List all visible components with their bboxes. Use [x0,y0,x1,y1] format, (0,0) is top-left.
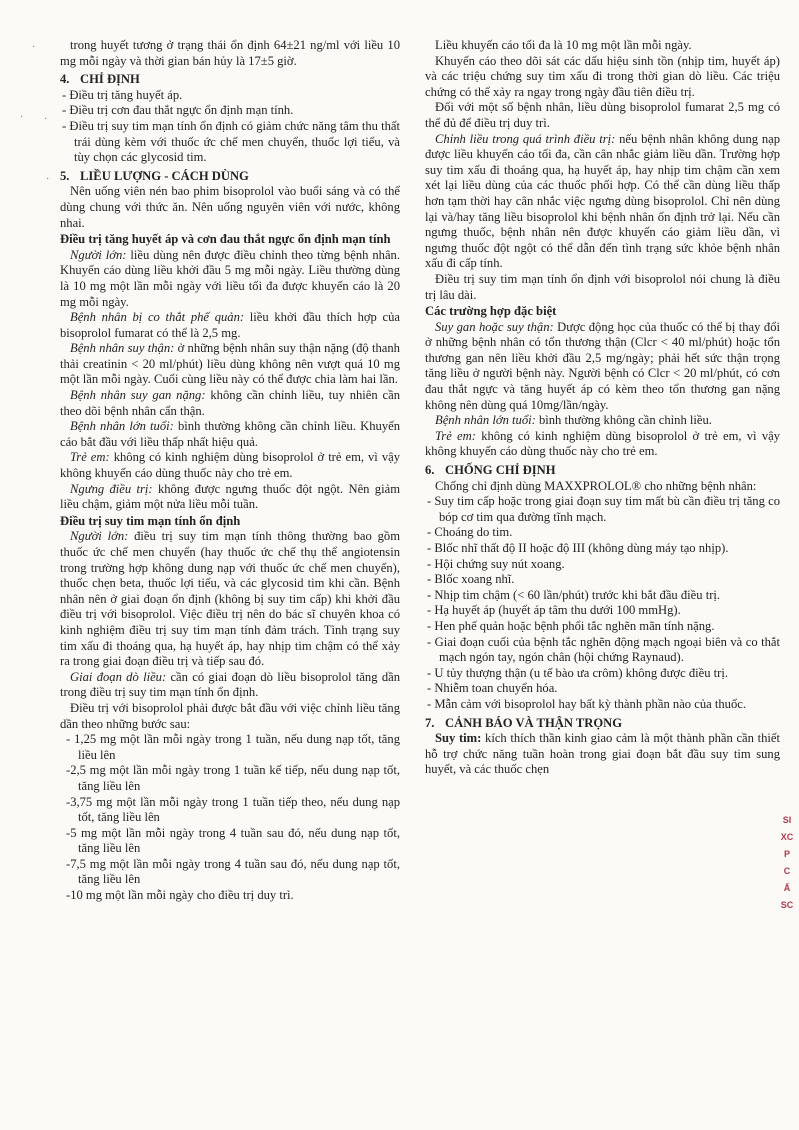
list-item: -5 mg một lần mỗi ngày trong 4 tuần sau đó, nếu dung nạp tốt, tăng liều lên [66,825,400,856]
section-title: CHỐNG CHỈ ĐỊNH [445,463,556,478]
paragraph-text: Dược động học của thuốc có thể bị thay đổi ở những bệnh nhân có tổn thương thận (Clcr < 40 ml/phút) hoặc tổn thương gan nên liều khởi đầu 2,5 mg/ngày; phải hết sức thận trọng tăng liều ở người bệnh này. Người bệnh có Clcr < 20 ml/phút, có cơn đau thắt ngực và tăng huyết áp có kèm theo tổn thương gan nặng không nên dùng quá 10mg/lần/ngày. [425,319,780,412]
section-heading [425,716,780,732]
paragraph-text: kích thích thần kinh giao cảm là một thành phần cần thiết hỗ trợ chức năng tuần hoàn trong giai đoạn bắt đầu suy tim sung huyết, và các thuốc chẹn [425,731,780,777]
paragraph: Chống chỉ định dùng MAXXPROLOL® cho những bệnh nhân: [435,478,757,493]
list-item: - Blốc nhĩ thất độ II hoặc độ III (không dùng máy tạo nhịp). [427,541,729,555]
paragraph [60,310,400,341]
paragraph-lead: Bệnh nhân suy gan nặng: [70,388,206,403]
paragraph-lead: Người lớn: [70,529,129,544]
paragraph [60,388,400,419]
paragraph-text: điều trị suy tim mạn tính thông thường bao gồm thuốc ức chế men chuyển (hay thuốc ức chế thụ thể angiotensin trong trường hợp không dung nạp với thuốc ức chế men chuyển), thuốc chẹn beta, thuốc lợi tiểu, và các glycosid tim khi cần. Bệnh nhân nên ở giai đoạn ổn định (không bị suy tim cấp) khi khởi đầu điều trị với bisoprolol. Việc điều trị nên do bác sĩ chuyên khoa có kinh nghiệm điều trị suy tim mạn tính đảm trách. Tình trạng suy tim xấu đi thoáng qua, hạ huyết áp, hay nhịp tim chậm có thể xảy ra trong giai đoạn điều trị và tiếp sau đó. [60,529,400,669]
paragraph: Điều trị suy tim mạn tính ổn định với bisoprolol nói chung là điều trị lâu dài. [425,271,780,302]
paragraph-text: liều dùng nên được điều chỉnh theo từng bệnh nhân. Khuyến cáo dùng liều khởi đầu 5 mg mỗi ngày. Liều thường dùng là 10 mg một lần mỗi ngày với liều tối đa được khuyến cáo là 20 mg mỗi ngày. [60,247,400,309]
paragraph-lead: Chỉnh liều trong quá trình điều trị: [435,131,616,146]
paragraph-text: cần có giai đoạn dò liều bisoprolol tăng dần trong điều trị suy tim mạn tính ổn định. [60,669,400,700]
paragraph-text: không có kinh nghiệm dùng bisoprolol ở trẻ em, vì vậy không khuyến cáo dùng thuốc này cho trẻ em. [60,450,400,481]
paragraph-lead: Bệnh nhân lớn tuổi: [70,419,174,434]
list-item: - Mẫn cảm với bisoprolol hay bất kỳ thành phần nào của thuốc. [427,696,746,711]
paragraph-text: bình thường không cần chỉnh liều. Khuyến cáo bắt đầu với liều thấp nhất hiệu quả. [60,419,400,449]
list-item: - Nhiễm toan chuyển hóa. [427,681,558,696]
paragraph-text: không được ngưng thuốc đột ngột. Nên giảm liều chậm, giảm một nửa liều mỗi tuần. [60,481,400,512]
paragraph-text: nếu bệnh nhân không dung nạp được liều khuyến cáo tối đa, cần cân nhắc giảm liều dần. Trường hợp suy tim xấu đi thoáng qua, hạ huyết áp, hay nhịp tim chậm cần xem xét lại liều dùng của các thuốc phối hợp. Có thể cần dùng liều thấp hơn tạm thời hay cân nhắc việc ngưng dùng bisoprolol. Chỉ nên dùng lại và/hay tăng liều bisoprolol khi bệnh nhân ổn định trở lại. Nếu cần ngưng thuốc, bệnh nhân nên được khuyến cáo giảm liều dần, vì ngưng thuốc đột ngột có thể dẫn đến tình trạng sức khỏe bệnh nhân xấu đi cấp tính. [425,131,780,271]
paragraph: Khuyến cáo theo dõi sát các dấu hiệu sinh tồn (nhịp tim, huyết áp) và các triệu chứng suy tim xấu đi trong thời gian dò liều. Các triệu chứng có thể xảy ra ngay trong ngày đầu tiên điều trị. [425,53,780,99]
paragraph-lead: Bệnh nhân suy thận: [70,341,175,356]
scan-mark: · [32,42,36,53]
paragraph [60,450,400,481]
paragraph-lead: Trẻ em: [435,428,476,443]
list-item: - Nhịp tim chậm (< 60 lần/phút) trước khi bắt đầu điều trị. [427,587,721,602]
paragraph-text: không có kinh nghiệm dùng bisoprolol ở trẻ em, vì vậy không khuyến cáo dùng thuốc này cho trẻ em. [425,428,780,459]
stamp-letter: SI [782,815,792,825]
paragraph [425,132,780,272]
list-item: - Điều trị cơn đau thắt ngực ổn định mạn tính. [62,103,294,118]
paragraph [60,529,400,669]
paragraph-lead: Trẻ em: [70,450,110,465]
list-item: - Choáng do tim. [427,525,513,540]
paragraph: Đối với một số bệnh nhân, liều dùng bisoprolol fumarat 2,5 mg có thể đủ để điều trị duy trì. [425,100,780,130]
stamp-letter: SC [780,900,794,910]
section-number: 7. [425,715,435,730]
paragraph-lead: Người lớn: [70,247,127,262]
section-title: CHỈ ĐỊNH [80,72,140,87]
stamp-letter: C [783,866,791,876]
paragraph-text: liều khởi đầu thích hợp của bisoprolol fumarat có thể là 2,5 mg. [60,310,401,340]
left-column [60,38,400,904]
subsection-heading: Các trường hợp đặc biệt [425,304,557,319]
side-stamp [776,812,798,914]
list-item: - U tủy thượng thận (u tế bào ưa crôm) không được điều trị. [427,665,728,680]
paragraph-text: ở những bệnh nhân suy thận nặng (độ thanh thải creatinin < 20 ml/phút) liều dùng không nên vượt quá 10 mg một lần mỗi ngày. Cuối cùng liều này có thể được chia làm hai lần. [60,341,400,387]
paragraph [60,482,400,513]
paragraph: trong huyết tương ở trạng thái ổn định 64±21 ng/ml với liều 10 mg mỗi ngày và thời gian bán hủy là 17±5 giờ. [60,38,400,68]
paragraph [60,419,400,450]
subsection-heading: Điều trị tăng huyết áp và cơn đau thắt ngực ổn định mạn tính [60,232,391,247]
list-item: - Suy tim cấp hoặc trong giai đoạn suy tim mất bù cần điều trị tăng co bóp cơ tim qua đường tĩnh mạch. [427,494,780,524]
list-item: - Blốc xoang nhĩ. [427,572,515,587]
paragraph-lead: Suy tim: [435,731,482,746]
scan-mark: · [46,174,50,185]
section-number: 4. [60,72,70,87]
stamp-letter: Ấ [783,883,791,893]
list-item: -7,5 mg một lần mỗi ngày trong 4 tuần sau đó, nếu dung nạp tốt, tăng liều lên [66,856,400,887]
paragraph [425,413,780,429]
paragraph-lead: Bệnh nhân lớn tuổi: [435,413,536,428]
stamp-letter: XC [780,832,794,842]
paragraph-text: bình thường không cần chỉnh liều. [535,413,712,428]
paragraph: Nên uống viên nén bao phim bisoprolol vào buổi sáng và có thể dùng chung với thức ăn. Nên uống nguyên viên với nước, không nhai. [60,184,400,230]
paragraph-lead: Ngưng điều trị: [70,481,153,496]
list-item: - Hen phế quản hoặc bệnh phổi tắc nghẽn mãn tính nặng. [427,618,715,633]
list-item: - Điều trị suy tim mạn tính ổn định có giảm chức năng tâm thu thất trái dùng kèm với thuốc ức chế men chuyển, thuốc lợi tiểu, và tùy chọn các glycosid tim. [62,118,400,165]
section-number: 5. [60,168,70,183]
paragraph [60,341,400,388]
paragraph [425,731,780,778]
list-item: - Điều trị tăng huyết áp. [62,87,183,102]
section-title: LIỀU LƯỢNG - CÁCH DÙNG [80,168,249,183]
section-heading [425,463,780,479]
section-heading [60,169,400,185]
paragraph: Liều khuyến cáo tối đa là 10 mg một lần mỗi ngày. [435,38,692,52]
list-item: -2,5 mg một lần mỗi ngày trong 1 tuần kế tiếp, nếu dung nạp tốt, tăng liều lên [66,763,400,793]
subsection-heading: Điều trị suy tim mạn tính ổn định [60,513,241,528]
paragraph [60,670,400,701]
section-heading [60,72,400,88]
paragraph-lead: Suy gan hoặc suy thận: [435,319,554,334]
paragraph [60,248,400,310]
list-item: -10 mg một lần mỗi ngày cho điều trị duy trì. [66,888,294,903]
paragraph-lead: Bệnh nhân bị co thắt phế quản: [70,310,245,325]
list-item: - Giai đoạn cuối của bệnh tắc nghẽn động mạch ngoại biên và co thắt mạch ngón tay, ngón chân (hội chứng Raynaud). [427,634,780,665]
scan-mark: · [44,114,48,125]
list-item: -3,75 mg một lần mỗi ngày trong 1 tuần tiếp theo, nếu dung nạp tốt, tăng liều lên [66,794,400,825]
list-item: - 1,25 mg một lần mỗi ngày trong 1 tuần, nếu dung nạp tốt, tăng liều lên [66,732,400,762]
paragraph: Điều trị với bisoprolol phải được bắt đầu với việc chỉnh liều tăng dần theo những bước sau: [60,700,400,731]
paragraph-lead: Giai đoạn dò liều: [70,669,167,684]
section-number: 6. [425,463,435,478]
paragraph [425,320,780,414]
paragraph-text: không cần chỉnh liều, tuy nhiên cần theo dõi bệnh nhân cẩn thận. [60,388,401,418]
list-item: - Hội chứng suy nút xoang. [427,556,565,571]
section-title: CẢNH BÁO VÀ THẬN TRỌNG [445,715,623,730]
list-item: - Hạ huyết áp (huyết áp tâm thu dưới 100 mmHg). [427,603,681,618]
scan-mark: · [20,112,24,123]
right-column [425,38,780,778]
stamp-letter: P [783,849,790,859]
paragraph [425,429,780,460]
